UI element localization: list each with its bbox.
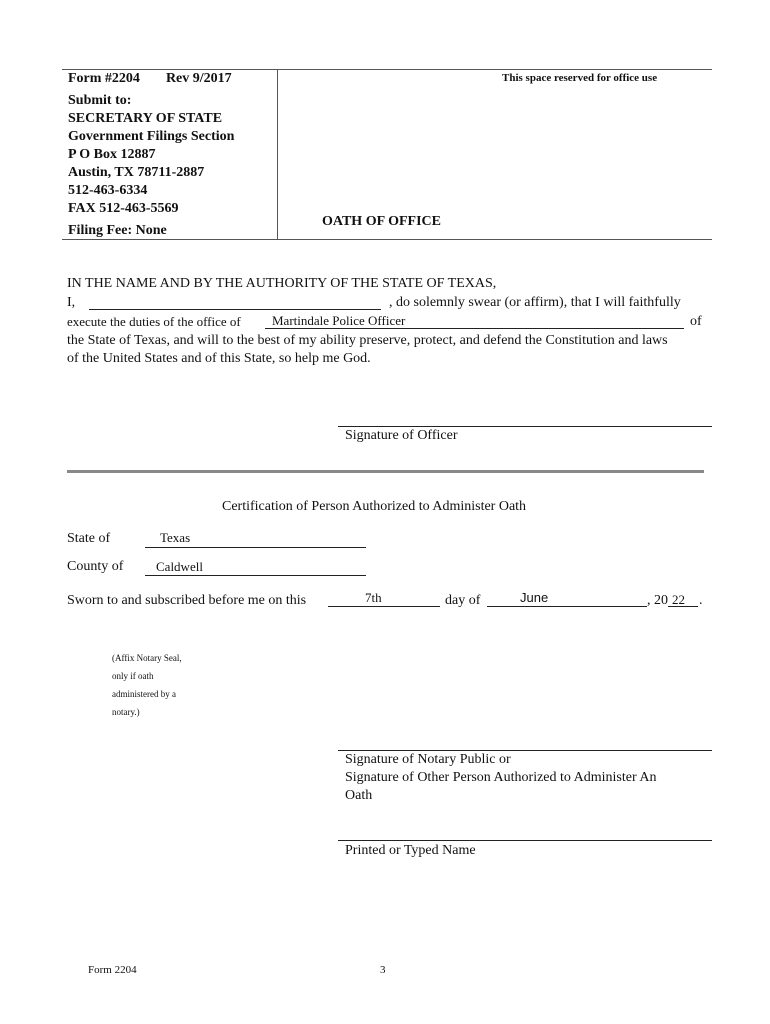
seal-note-line: administered by a bbox=[112, 689, 176, 699]
day-field-value[interactable]: 7th bbox=[365, 590, 382, 605]
notary-signature-label-1: Signature of Notary Public or bbox=[345, 752, 511, 767]
seal-note-line: (Affix Notary Seal, bbox=[112, 653, 182, 663]
printed-name-label: Printed or Typed Name bbox=[345, 843, 476, 858]
office-field-value[interactable]: Martindale Police Officer bbox=[272, 313, 406, 328]
oath-line-4: the State of Texas, and will to the best of my ability preserve, protect, and defend the Constitution and laws bbox=[67, 333, 668, 348]
form-revision: Rev 9/2017 bbox=[165, 71, 232, 86]
office-use-label: This space reserved for office use bbox=[502, 72, 658, 84]
submit-to-label: Submit to: bbox=[68, 93, 132, 108]
day-field-line bbox=[328, 606, 440, 607]
seal-note-line: notary.) bbox=[112, 707, 140, 717]
officer-signature-label: Signature of Officer bbox=[345, 428, 458, 443]
oath-line-3-suffix: of bbox=[690, 314, 702, 329]
filing-fee: Filing Fee: None bbox=[68, 223, 167, 238]
fax-number: FAX 512-463-5569 bbox=[68, 201, 179, 216]
county-label: County of bbox=[67, 559, 124, 574]
oath-line-2-prefix: I, bbox=[67, 295, 76, 310]
section-separator bbox=[67, 470, 704, 473]
page-number: 3 bbox=[380, 964, 386, 976]
notary-signature-label-3: Oath bbox=[345, 788, 373, 803]
city-address: Austin, TX 78711-2887 bbox=[68, 165, 205, 180]
state-field-value[interactable]: Texas bbox=[160, 530, 191, 545]
oath-line-1: IN THE NAME AND BY THE AUTHORITY OF THE STATE OF TEXAS, bbox=[67, 276, 497, 291]
county-field-value[interactable]: Caldwell bbox=[156, 559, 203, 574]
certification-heading: Certification of Person Authorized to Administer Oath bbox=[222, 499, 527, 514]
form-number: Form #2204 bbox=[68, 71, 140, 86]
year-field-value[interactable]: 22 bbox=[672, 592, 685, 607]
header-bottom-rule bbox=[62, 239, 712, 240]
month-field-line bbox=[487, 606, 647, 607]
oath-line-3-prefix: execute the duties of the office of bbox=[67, 314, 241, 329]
sworn-prefix: Sworn to and subscribed before me on this bbox=[67, 593, 307, 608]
year-suffix: . bbox=[699, 593, 703, 608]
header-divider bbox=[277, 69, 278, 240]
po-box: P O Box 12887 bbox=[68, 147, 156, 162]
notary-signature-line[interactable] bbox=[338, 750, 712, 751]
month-field-value[interactable]: June bbox=[520, 590, 549, 605]
agency-name: SECRETARY OF STATE bbox=[68, 111, 223, 126]
printed-name-line[interactable] bbox=[338, 840, 712, 841]
seal-note-line: only if oath bbox=[112, 671, 154, 681]
phone-number: 512-463-6334 bbox=[68, 183, 148, 198]
officer-signature-line[interactable] bbox=[338, 426, 712, 427]
state-label: State of bbox=[67, 531, 111, 546]
notary-seal-note bbox=[112, 649, 182, 721]
notary-signature-label-2: Signature of Other Person Authorized to Administer An bbox=[345, 770, 657, 785]
county-field-line bbox=[145, 575, 366, 576]
year-prefix: , 20 bbox=[647, 593, 668, 608]
officer-name-field[interactable] bbox=[89, 309, 381, 310]
day-of-label: day of bbox=[445, 593, 481, 608]
document-title: OATH OF OFFICE bbox=[322, 214, 441, 229]
oath-line-5: of the United States and of this State, so help me God. bbox=[67, 351, 371, 366]
agency-section: Government Filings Section bbox=[68, 129, 235, 144]
state-field-line bbox=[145, 547, 366, 548]
oath-line-2-suffix: , do solemnly swear (or affirm), that I will faithfully bbox=[389, 295, 681, 310]
submission-block bbox=[68, 70, 234, 218]
footer-form-label: Form 2204 bbox=[88, 964, 137, 976]
